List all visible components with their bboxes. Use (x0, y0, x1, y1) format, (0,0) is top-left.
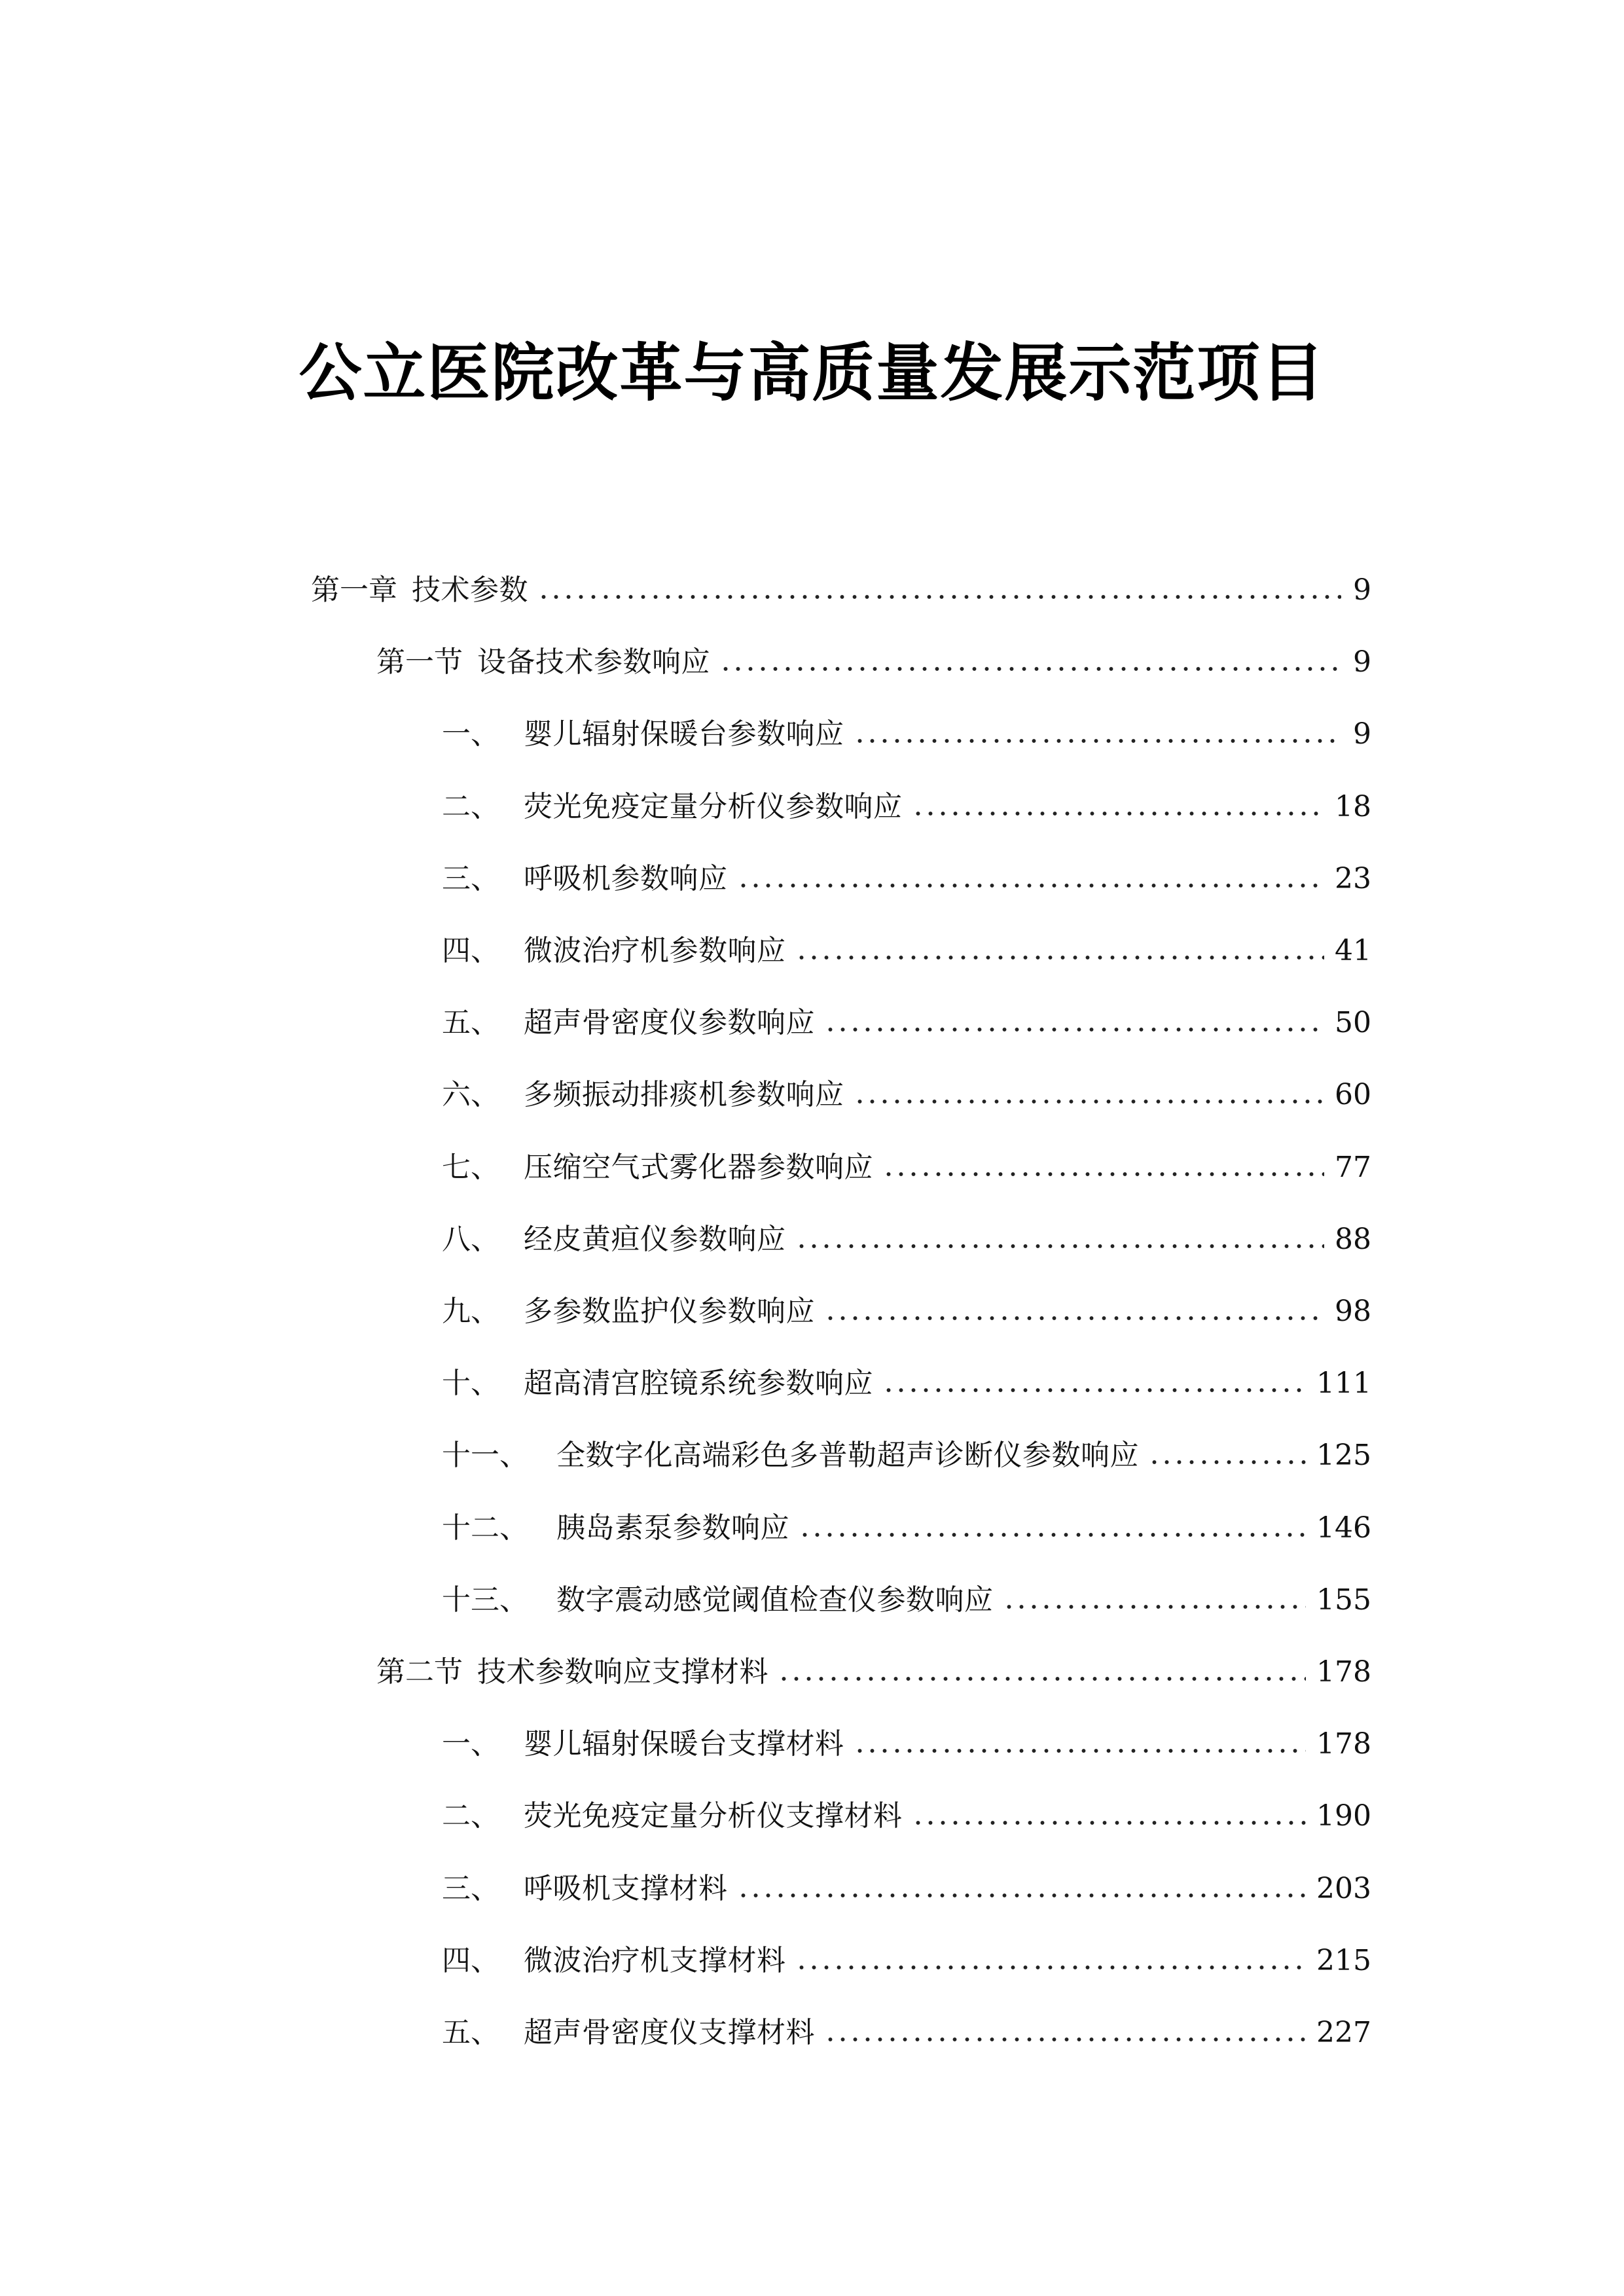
toc-entry[interactable] (442, 774, 1371, 827)
toc-entry[interactable] (376, 630, 1371, 682)
toc-entry-number: 四、 (442, 1944, 499, 1977)
toc-entry-page-number: 227 (1316, 2016, 1371, 2049)
toc-entry-number: 十一、 (442, 1439, 528, 1472)
toc-entry[interactable] (376, 1640, 1371, 1692)
toc-entry-page-number: 9 (1353, 573, 1371, 607)
document-title: 公立医院改革与高质量发展示范项目 (298, 336, 1326, 410)
toc-entry-title: 超声骨密度仪支撑材料 (524, 2016, 815, 2049)
toc-entry-page-number: 125 (1316, 1439, 1371, 1472)
toc-entry-page-number: 50 (1335, 1006, 1371, 1039)
toc-entry-page-number: 23 (1335, 862, 1371, 895)
toc-entry-page-number: 18 (1335, 790, 1371, 823)
toc-entry-number: 五、 (442, 2016, 499, 2049)
toc-dot-leader (778, 1657, 1306, 1683)
toc-entry-title: 微波治疗机参数响应 (524, 934, 786, 967)
toc-entry-number: 三、 (442, 862, 499, 895)
toc-entry-page-number: 203 (1316, 1872, 1371, 1905)
toc-entry-label (442, 931, 786, 971)
toc-entry-title: 技术参数响应支撑材料 (477, 1655, 768, 1689)
toc-dot-leader (824, 1007, 1324, 1033)
toc-entry[interactable] (311, 558, 1371, 610)
toc-entry-number: 一、 (442, 1727, 499, 1761)
toc-entry-page-number: 9 (1353, 645, 1371, 679)
toc-dot-leader (795, 1224, 1325, 1250)
toc-entry[interactable] (442, 1207, 1371, 1259)
toc-entry-label (442, 1220, 786, 1259)
toc-entry[interactable] (442, 1928, 1371, 1981)
toc-entry-label (442, 859, 728, 899)
toc-entry-label (311, 571, 528, 610)
toc-entry-page-number: 41 (1335, 934, 1371, 967)
toc-entry[interactable] (442, 1568, 1371, 1620)
toc-dot-leader (737, 863, 1325, 889)
toc-entry-label (442, 1075, 844, 1115)
toc-dot-leader (912, 1801, 1307, 1827)
toc-entry[interactable] (442, 918, 1371, 971)
toc-entry-number: 五、 (442, 1006, 499, 1039)
toc-entry-page-number: 60 (1335, 1078, 1371, 1111)
toc-dot-leader (1003, 1585, 1307, 1611)
toc-dot-leader (795, 1945, 1307, 1971)
toc-entry[interactable] (442, 1351, 1371, 1403)
toc-entry-title: 多频振动排痰机参数响应 (524, 1078, 844, 1111)
toc-entry-number: 九、 (442, 1295, 499, 1328)
toc-entry-number: 十三、 (442, 1583, 528, 1617)
toc-entry-label (442, 1725, 844, 1764)
toc-entry-title: 多参数监护仪参数响应 (524, 1295, 815, 1328)
toc-entry-page-number: 98 (1335, 1295, 1371, 1328)
toc-dot-leader (912, 791, 1325, 817)
toc-entry-title: 数字震动感觉阈值检查仪参数响应 (556, 1583, 994, 1617)
toc-entry[interactable] (442, 1784, 1371, 1836)
toc-entry-page-number: 146 (1316, 1511, 1371, 1545)
toc-entry-label (376, 643, 710, 682)
toc-entry[interactable] (442, 2000, 1371, 2053)
toc-entry[interactable] (442, 846, 1371, 899)
toc-entry[interactable] (442, 1062, 1371, 1115)
toc-entry-number: 四、 (442, 934, 499, 967)
toc-entry-number: 三、 (442, 1872, 499, 1905)
toc-entry-label (442, 1797, 903, 1836)
toc-entry[interactable] (442, 1135, 1371, 1187)
toc-entry-label (442, 1148, 873, 1187)
toc-entry-page-number: 215 (1316, 1944, 1371, 1977)
toc-entry-page-number: 155 (1316, 1583, 1371, 1617)
toc-entry-title: 呼吸机参数响应 (524, 862, 728, 895)
toc-entry-number: 第一章 (311, 573, 397, 607)
toc-entry[interactable] (442, 1279, 1371, 1331)
toc-entry-number: 十、 (442, 1367, 499, 1400)
toc-dot-leader (882, 1368, 1306, 1394)
toc-entry-number: 第一节 (376, 645, 463, 679)
toc-dot-leader (854, 1079, 1325, 1105)
toc-entry-number: 六、 (442, 1078, 499, 1111)
toc-entry-label (376, 1653, 768, 1692)
toc-entry-label (442, 1003, 815, 1043)
toc-entry-page-number: 178 (1316, 1727, 1371, 1761)
toc-entry[interactable] (442, 702, 1371, 754)
toc-dot-leader (824, 1296, 1324, 1322)
toc-dot-leader (824, 2017, 1306, 2043)
toc-entry-title: 经皮黄疸仪参数响应 (524, 1223, 786, 1256)
toc-dot-leader (882, 1152, 1324, 1178)
toc-entry-page-number: 111 (1316, 1367, 1371, 1400)
toc-entry-title: 压缩空气式雾化器参数响应 (524, 1151, 873, 1184)
toc-entry-title: 技术参数 (412, 573, 528, 607)
toc-entry-label (442, 2013, 815, 2053)
toc-entry[interactable] (442, 1496, 1371, 1548)
toc-entry-label (442, 1509, 789, 1548)
toc-dot-leader (719, 647, 1341, 673)
toc-entry[interactable] (442, 1423, 1371, 1475)
toc-dot-leader (795, 935, 1325, 961)
toc-entry-page-number: 190 (1316, 1799, 1371, 1833)
toc-entry[interactable] (442, 990, 1371, 1043)
toc-entry-title: 设备技术参数响应 (477, 645, 710, 679)
toc-entry[interactable] (442, 1712, 1371, 1764)
toc-entry-number: 二、 (442, 1799, 499, 1833)
toc-entry-label (442, 1436, 1139, 1475)
toc-entry[interactable] (442, 1856, 1371, 1909)
toc-entry-title: 荧光免疫定量分析仪支撑材料 (524, 1799, 903, 1833)
toc-entry-title: 超高清宫腔镜系统参数响应 (524, 1367, 873, 1400)
toc-dot-leader (799, 1513, 1306, 1539)
toc-dot-leader (1148, 1440, 1306, 1466)
toc-dot-leader (737, 1873, 1307, 1899)
toc-entry-label (442, 1364, 873, 1403)
toc-entry-page-number: 88 (1335, 1223, 1371, 1256)
toc-entry-number: 二、 (442, 790, 499, 823)
toc-entry-title: 婴儿辐射保暖台支撑材料 (524, 1727, 844, 1761)
toc-entry-title: 超声骨密度仪参数响应 (524, 1006, 815, 1039)
toc-entry-number: 八、 (442, 1223, 499, 1256)
toc-entry-page-number: 178 (1316, 1655, 1371, 1689)
toc-entry-title: 呼吸机支撑材料 (524, 1872, 728, 1905)
toc-entry-label (442, 787, 903, 827)
toc-dot-leader (537, 575, 1341, 601)
toc-entry-label (442, 1941, 786, 1981)
toc-entry-number: 第二节 (376, 1655, 463, 1689)
toc-entry-title: 全数字化高端彩色多普勒超声诊断仪参数响应 (556, 1439, 1139, 1472)
toc-entry-page-number: 9 (1353, 717, 1371, 751)
toc-entry-label (442, 1292, 815, 1331)
toc-dot-leader (854, 1729, 1307, 1755)
toc-entry-label (442, 1869, 728, 1909)
toc-entry-title: 婴儿辐射保暖台参数响应 (524, 717, 844, 751)
toc-dot-leader (854, 719, 1342, 745)
toc-entry-label (442, 1581, 994, 1620)
toc-entry-number: 一、 (442, 717, 499, 751)
toc-entry-label (442, 715, 844, 754)
toc-entry-page-number: 77 (1335, 1151, 1371, 1184)
toc-entry-title: 荧光免疫定量分析仪参数响应 (524, 790, 903, 823)
toc-entry-title: 胰岛素泵参数响应 (556, 1511, 789, 1545)
toc-entry-number: 十二、 (442, 1511, 528, 1545)
toc-entry-title: 微波治疗机支撑材料 (524, 1944, 786, 1977)
toc-entry-number: 七、 (442, 1151, 499, 1184)
